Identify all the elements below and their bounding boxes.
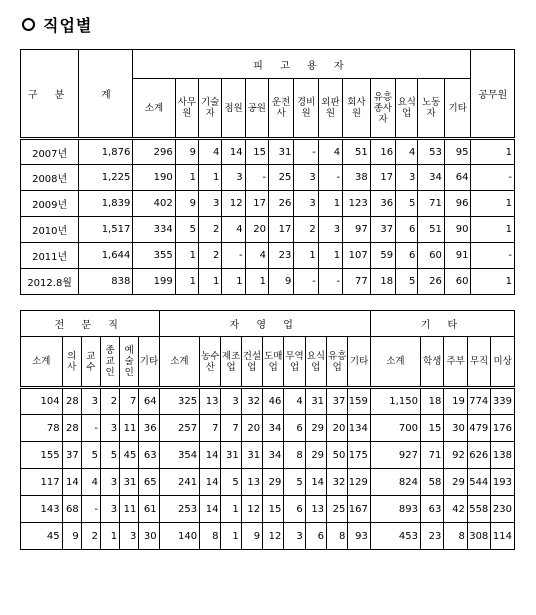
cell-selfemployed: 32 [327,469,348,496]
col-header-employee: 외판원 [318,79,342,139]
col-header-other: 주부 [444,337,467,388]
col-header-employee: 노동자 [418,79,444,139]
cell-employee: 9 [175,139,198,165]
table-row [21,139,515,165]
cell-selfemployed: 175 [348,442,370,469]
table-row [21,217,515,243]
cell-selfemployed: 354 [159,442,200,469]
cell-employee: 6 [396,217,418,243]
cell-employee: 3 [294,191,318,217]
cell-employee: 6 [396,243,418,269]
cell-selfemployed: 6 [284,415,305,442]
cell-employee: - [318,165,342,191]
cell-employee: 3 [199,191,222,217]
cell-other: 8 [444,523,467,550]
cell-selfemployed: 8 [327,523,348,550]
cell-professional: 5 [81,442,100,469]
col-header-employee: 유흥종사자 [370,79,395,139]
cell-employee: 31 [268,139,293,165]
cell-selfemployed: 6 [284,496,305,523]
cell-employee: 97 [343,217,371,243]
cell-other: 42 [444,496,467,523]
col-header-employee: 회사원 [343,79,371,139]
cell-professional: 3 [100,415,119,442]
row-year: 2010년 [21,217,79,243]
cell-employee: - [294,139,318,165]
cell-selfemployed: 159 [348,388,370,415]
cell-professional: 9 [62,523,81,550]
cell-selfemployed: 31 [221,442,241,469]
col-header-employee: 점원 [222,79,245,139]
col-header-employee: 기술자 [199,79,222,139]
cell-employee: 107 [343,243,371,269]
cell-selfemployed: 14 [200,496,221,523]
cell-professional: 65 [139,469,159,496]
col-header-selfemployed: 기타 [348,337,370,388]
cell-other: 308 [467,523,490,550]
cell-employee: 16 [370,139,395,165]
cell-selfemployed: 8 [200,523,221,550]
cell-employee: 96 [444,191,471,217]
row-year: 2008년 [21,165,79,191]
col-header-selfemployed: 소계 [159,337,200,388]
cell-employee: 64 [444,165,471,191]
cell-selfemployed: 31 [241,442,262,469]
table-row [21,165,515,191]
cell-employee: 1 [318,243,342,269]
row-total: 1,876 [79,139,133,165]
cell-employee: 17 [370,165,395,191]
cell-other: 479 [467,415,490,442]
cell-other: 15 [420,415,443,442]
cell-selfemployed: 25 [327,496,348,523]
cell-employee: 60 [444,269,471,295]
cell-employee: 1 [175,269,198,295]
cell-employee: 38 [343,165,371,191]
cell-employee: 51 [418,217,444,243]
cell-professional: - [81,415,100,442]
col-header-category: 구 분 [21,50,79,139]
cell-public: - [471,165,515,191]
cell-selfemployed: 93 [348,523,370,550]
circle-bullet-icon [22,18,35,31]
table-row [21,243,515,269]
table-row [21,191,515,217]
cell-selfemployed: 257 [159,415,200,442]
group-header-employee: 피 고 용 자 [133,50,471,79]
cell-selfemployed: 14 [200,442,221,469]
table-row [21,523,515,550]
cell-selfemployed: 13 [241,469,262,496]
heading-text: 직업별 [43,15,93,35]
cell-employee: 190 [133,165,175,191]
col-header-selfemployed: 농수산 [200,337,221,388]
table-row [21,469,515,496]
cell-selfemployed: 167 [348,496,370,523]
cell-selfemployed: 140 [159,523,200,550]
cell-selfemployed: 9 [241,523,262,550]
cell-public: 1 [471,139,515,165]
cell-employee: - [245,165,268,191]
cell-public: 1 [471,269,515,295]
cell-employee: 1 [318,191,342,217]
col-header-selfemployed: 무역업 [284,337,305,388]
cell-other: 176 [491,415,515,442]
cell-employee: 15 [245,139,268,165]
cell-employee: 25 [268,165,293,191]
col-header-selfemployed: 도매업 [263,337,284,388]
cell-selfemployed: 13 [200,388,221,415]
cell-professional: 30 [139,523,159,550]
cell-other: 544 [467,469,490,496]
cell-selfemployed: 46 [263,388,284,415]
cell-employee: 1 [199,165,222,191]
row-total: 1,644 [79,243,133,269]
cell-employee: 60 [418,243,444,269]
cell-employee: - [222,243,245,269]
cell-selfemployed: 13 [305,496,326,523]
col-header-selfemployed: 건설업 [241,337,262,388]
cell-public: - [471,243,515,269]
cell-employee: 9 [175,191,198,217]
cell-selfemployed: 31 [305,388,326,415]
cell-other: 138 [491,442,515,469]
cell-employee: 14 [222,139,245,165]
table-row [21,442,515,469]
cell-employee: 199 [133,269,175,295]
cell-employee: - [294,269,318,295]
col-header-professional: 교수 [81,337,100,388]
cell-employee: 18 [370,269,395,295]
cell-employee: 1 [199,269,222,295]
col-header-professional: 예술인 [120,337,139,388]
cell-professional: 3 [81,388,100,415]
cell-professional: 36 [139,415,159,442]
cell-employee: 17 [268,217,293,243]
cell-professional: 78 [21,415,63,442]
occupation-table-other [20,310,515,550]
cell-other: 58 [420,469,443,496]
col-header-other: 미상 [491,337,515,388]
col-header-total: 계 [79,50,133,139]
cell-selfemployed: 4 [284,388,305,415]
cell-other: 1,150 [370,388,420,415]
cell-selfemployed: 8 [284,442,305,469]
cell-selfemployed: 14 [305,469,326,496]
cell-other: 700 [370,415,420,442]
cell-employee: 1 [175,165,198,191]
cell-selfemployed: 29 [263,469,284,496]
col-header-employee: 기타 [444,79,471,139]
cell-employee: 2 [294,217,318,243]
cell-professional: 5 [100,442,119,469]
cell-employee: 123 [343,191,371,217]
col-header-employee: 요식업 [396,79,418,139]
cell-other: 558 [467,496,490,523]
row-total: 1,839 [79,191,133,217]
cell-employee: 3 [294,165,318,191]
cell-professional: 2 [81,523,100,550]
cell-employee: 17 [245,191,268,217]
cell-employee: 4 [318,139,342,165]
cell-professional: 31 [120,469,139,496]
cell-other: 29 [444,469,467,496]
cell-employee: 4 [222,217,245,243]
row-year: 2012.8월 [21,269,79,295]
cell-professional: 155 [21,442,63,469]
cell-other: 71 [420,442,443,469]
cell-professional: 2 [100,388,119,415]
row-year: 2011년 [21,243,79,269]
cell-employee: 296 [133,139,175,165]
cell-employee: 12 [222,191,245,217]
cell-selfemployed: 1 [221,496,241,523]
cell-employee: 1 [175,243,198,269]
cell-employee: 95 [444,139,471,165]
col-header-employee: 사무원 [175,79,198,139]
group-header-professional: 전 문 직 [21,311,160,337]
cell-selfemployed: 12 [263,523,284,550]
cell-selfemployed: 1 [221,523,241,550]
cell-other: 23 [420,523,443,550]
cell-other: 114 [491,523,515,550]
cell-professional: 4 [81,469,100,496]
cell-other: 893 [370,496,420,523]
col-header-other: 무직 [467,337,490,388]
cell-selfemployed: 20 [327,415,348,442]
cell-professional: 37 [62,442,81,469]
row-total: 1,517 [79,217,133,243]
cell-professional: 11 [120,496,139,523]
cell-employee: 1 [294,243,318,269]
cell-professional: 1 [100,523,119,550]
table-row [21,415,515,442]
cell-selfemployed: 253 [159,496,200,523]
cell-professional: 3 [120,523,139,550]
cell-professional: 64 [139,388,159,415]
cell-other: 339 [491,388,515,415]
cell-selfemployed: 34 [263,415,284,442]
cell-public: 1 [471,217,515,243]
table-row [21,388,515,415]
cell-professional: 68 [62,496,81,523]
cell-employee: 90 [444,217,471,243]
cell-other: 774 [467,388,490,415]
cell-other: 193 [491,469,515,496]
cell-other: 30 [444,415,467,442]
cell-professional: 28 [62,415,81,442]
cell-professional: 3 [100,496,119,523]
cell-employee: 4 [199,139,222,165]
cell-employee: 355 [133,243,175,269]
cell-employee: 5 [396,269,418,295]
col-header-employee: 운전사 [268,79,293,139]
cell-employee: 1 [222,269,245,295]
cell-employee: 51 [343,139,371,165]
cell-professional: 11 [120,415,139,442]
cell-employee: - [318,269,342,295]
cell-employee: 77 [343,269,371,295]
cell-selfemployed: 134 [348,415,370,442]
cell-other: 824 [370,469,420,496]
cell-employee: 2 [199,217,222,243]
cell-selfemployed: 129 [348,469,370,496]
cell-professional: 143 [21,496,63,523]
cell-selfemployed: 29 [305,442,326,469]
cell-other: 927 [370,442,420,469]
col-header-professional: 기타 [139,337,159,388]
cell-employee: 26 [418,269,444,295]
cell-professional: 63 [139,442,159,469]
cell-professional: 28 [62,388,81,415]
table-row [21,269,515,295]
col-header-employee: 경비원 [294,79,318,139]
cell-selfemployed: 7 [221,415,241,442]
cell-selfemployed: 29 [305,415,326,442]
cell-employee: 23 [268,243,293,269]
cell-employee: 20 [245,217,268,243]
cell-employee: 26 [268,191,293,217]
cell-professional: - [81,496,100,523]
cell-other: 230 [491,496,515,523]
cell-selfemployed: 34 [263,442,284,469]
cell-selfemployed: 12 [241,496,262,523]
cell-selfemployed: 32 [241,388,262,415]
cell-selfemployed: 5 [284,469,305,496]
col-header-professional: 소계 [21,337,63,388]
cell-professional: 3 [100,469,119,496]
occupation-table-employees [20,49,515,295]
cell-professional: 61 [139,496,159,523]
cell-employee: 5 [396,191,418,217]
row-total: 1,225 [79,165,133,191]
col-header-other: 소계 [370,337,420,388]
cell-employee: 3 [396,165,418,191]
cell-other: 626 [467,442,490,469]
cell-professional: 14 [62,469,81,496]
cell-other: 19 [444,388,467,415]
cell-selfemployed: 20 [241,415,262,442]
cell-other: 18 [420,388,443,415]
col-header-employee: 공원 [245,79,268,139]
cell-professional: 45 [21,523,63,550]
cell-professional: 7 [120,388,139,415]
cell-employee: 5 [175,217,198,243]
col-header-selfemployed: 요식업 [305,337,326,388]
cell-employee: 4 [245,243,268,269]
cell-employee: 1 [245,269,268,295]
cell-selfemployed: 241 [159,469,200,496]
cell-employee: 91 [444,243,471,269]
section-heading [22,12,92,36]
col-header-selfemployed: 유흥업 [327,337,348,388]
col-header-employee: 소계 [133,79,175,139]
cell-other: 63 [420,496,443,523]
group-header-other: 기 타 [370,311,514,337]
cell-employee: 4 [396,139,418,165]
cell-employee: 402 [133,191,175,217]
group-header-selfemployed: 자 영 업 [159,311,370,337]
cell-employee: 59 [370,243,395,269]
cell-employee: 334 [133,217,175,243]
cell-selfemployed: 50 [327,442,348,469]
cell-employee: 9 [268,269,293,295]
cell-selfemployed: 6 [305,523,326,550]
cell-selfemployed: 325 [159,388,200,415]
cell-professional: 117 [21,469,63,496]
cell-employee: 34 [418,165,444,191]
cell-professional: 104 [21,388,63,415]
col-header-other: 학생 [420,337,443,388]
cell-public: 1 [471,191,515,217]
cell-employee: 37 [370,217,395,243]
cell-employee: 71 [418,191,444,217]
col-header-professional: 의사 [62,337,81,388]
row-year: 2009년 [21,191,79,217]
cell-selfemployed: 14 [200,469,221,496]
cell-employee: 53 [418,139,444,165]
cell-employee: 36 [370,191,395,217]
cell-employee: 2 [199,243,222,269]
cell-selfemployed: 3 [284,523,305,550]
col-header-professional: 종교인 [100,337,119,388]
cell-selfemployed: 5 [221,469,241,496]
row-total: 838 [79,269,133,295]
cell-other: 92 [444,442,467,469]
cell-employee: 3 [222,165,245,191]
cell-other: 453 [370,523,420,550]
cell-employee: 3 [318,217,342,243]
row-year: 2007년 [21,139,79,165]
cell-selfemployed: 37 [327,388,348,415]
cell-selfemployed: 15 [263,496,284,523]
cell-professional: 45 [120,442,139,469]
cell-selfemployed: 7 [200,415,221,442]
col-header-selfemployed: 제조업 [221,337,241,388]
col-header-public: 공무원 [471,50,515,139]
table-row [21,496,515,523]
cell-selfemployed: 3 [221,388,241,415]
